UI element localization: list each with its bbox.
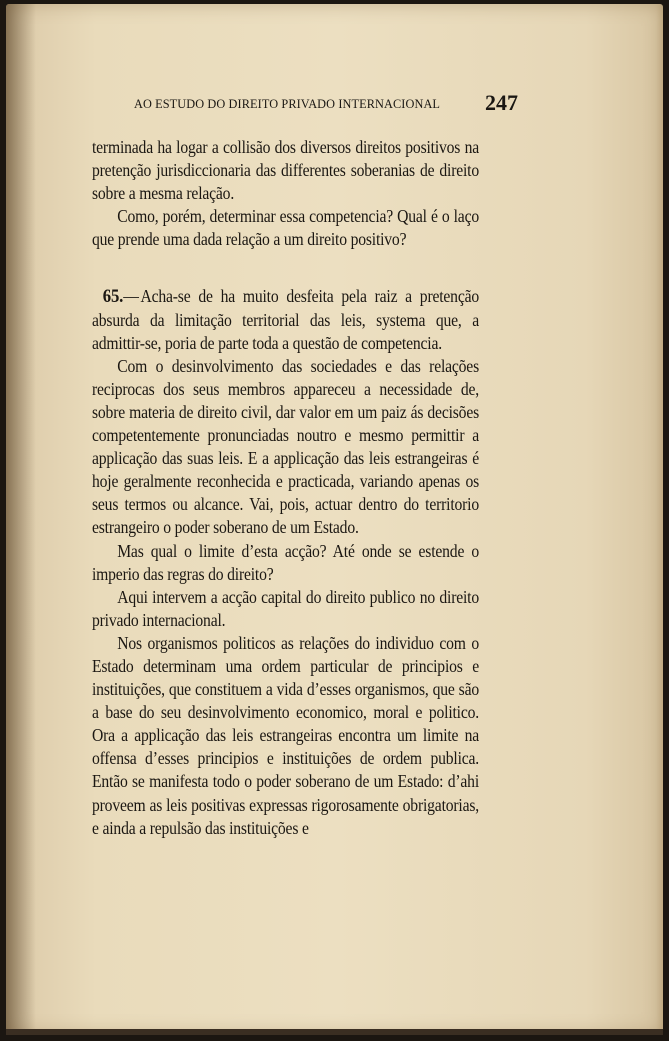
spine-shadow <box>6 4 36 1034</box>
page-number: 247 <box>485 90 518 115</box>
running-head: AO ESTUDO DO DIREITO PRIVADO INTERNACIONAL <box>134 97 441 111</box>
section-dash: — <box>123 286 139 307</box>
paragraph-continuation: terminada ha logar a collisão dos diversos direitos positivos na pretenção jurisdiccionaria das differentes soberanias de direito sobre a mesma relação. <box>92 137 479 204</box>
paragraph-development: Com o desinvolvimento das sociedades e das relações reciprocas dos seus membros appareceu a necessidade de, sobre materia de direito civil, dar valor em um paiz ás decisões competentemente pronunciadas noutro e mesmo permittir a applicação das suas leis. E a applicação das leis estrangeiras é hoje geralmente reconhecida e practicada, variando apenas os seus termos ou alcance. Vai, pois, actuar dentro do territorio estrangeiro o poder soberano de um Estado. <box>92 355 479 538</box>
section-65-text: Acha-se de ha muito desfeita pela raiz a pretenção absurda da limitação territorial das leis, systema que, a admittir-se, poria de parte toda a questão de competencia. <box>92 286 479 353</box>
body-text <box>92 136 479 840</box>
paragraph-question: Como, porém, determinar essa competencia? Qual é o laço que prende uma dada relação a um direito positivo? <box>92 206 479 250</box>
page-header <box>120 84 520 114</box>
section-65-paragraph <box>92 285 479 354</box>
paragraph-limit-question: Mas qual o limite d’esta acção? Até onde se estende o imperio das regras do direito? <box>92 540 479 584</box>
paragraph-political-organisms: Nos organismos politicos as relações do individuo com o Estado determinam uma ordem particular de principios e instituições, que constituem a vida d’esses organismos, que são a base do seu desinvolvimento economico, moral e politico. Ora a applicação das leis estrangeiras encontra um limite na offensa d’esses principios e instituições de ordem publica. Então se manifesta todo o poder soberano de um Estado: d’ahi proveem as leis positivas expressas rigorosamente obrigatorias, e ainda a repulsão das instituições e <box>92 632 479 838</box>
paragraph-public-law: Aqui intervem a acção capital do direito publico no direito privado internacional. <box>92 586 479 630</box>
section-number: 65. <box>102 286 124 308</box>
page-bottom-edge <box>6 1029 663 1035</box>
